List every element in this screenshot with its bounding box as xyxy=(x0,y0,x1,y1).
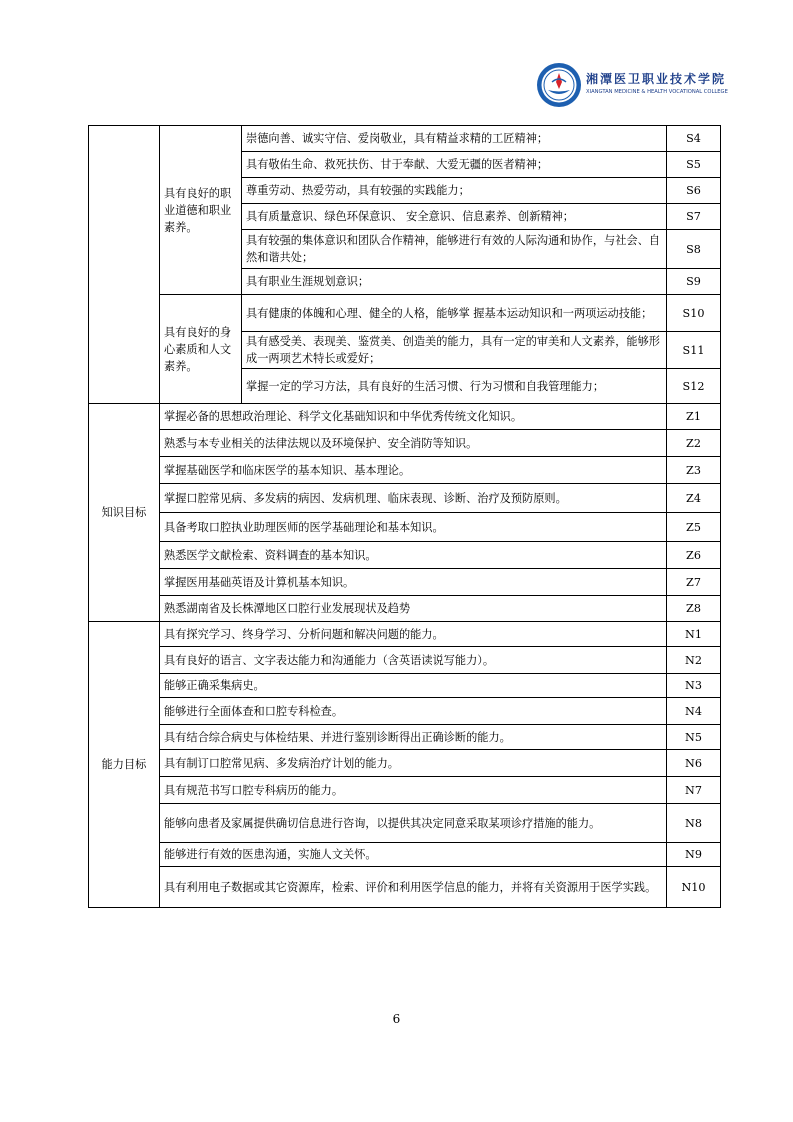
objective-code: Z8 xyxy=(667,596,721,622)
objective-code: S11 xyxy=(667,332,721,369)
objective-code: N1 xyxy=(667,622,721,647)
table-row xyxy=(89,674,721,698)
table-row xyxy=(89,295,721,332)
table-row xyxy=(89,404,721,430)
objective-text: 能够向患者及家属提供确切信息进行咨询，以提供其决定同意采取某项诊疗措施的能力。 xyxy=(160,804,667,843)
objective-text: 熟悉医学文献检索、资料调查的基本知识。 xyxy=(160,542,667,569)
objective-text: 具有感受美、表现美、鉴赏美、创造美的能力，具有一定的审美和人文素养，能够形成一两项艺术特长或爱好； xyxy=(242,332,667,369)
table-row xyxy=(89,647,721,674)
objective-text: 具有质量意识、绿色环保意识、 安全意识、信息素养、创新精神； xyxy=(242,204,667,230)
table-body xyxy=(89,126,721,908)
objective-text: 具有敬佑生命、救死扶伤、甘于奉献、大爱无疆的医者精神； xyxy=(242,152,667,178)
quality-subgroup-label: 具有良好的身心素质和人文素养。 xyxy=(160,295,242,404)
objective-text: 具有利用电子数据或其它资源库，检索、评价和利用医学信息的能力，并将有关资源用于医学实践。 xyxy=(160,867,667,908)
objective-text: 具有职业生涯规划意识； xyxy=(242,269,667,295)
objective-code: Z4 xyxy=(667,484,721,513)
objective-text: 具有良好的语言、文字表达能力和沟通能力（含英语读说写能力）。 xyxy=(160,647,667,674)
objective-text: 能够进行全面体查和口腔专科检查。 xyxy=(160,698,667,725)
table-row xyxy=(89,596,721,622)
objective-code: S5 xyxy=(667,152,721,178)
table-row xyxy=(89,777,721,804)
ability-category-label: 能力目标 xyxy=(89,622,160,908)
school-name: 湘潭医卫职业技术学院 xyxy=(586,72,727,86)
objective-text: 熟悉湖南省及长株潭地区口腔行业发展现状及趋势 xyxy=(160,596,667,622)
objective-text: 掌握基础医学和临床医学的基本知识、基本理论。 xyxy=(160,457,667,484)
page-number: 6 xyxy=(392,1012,401,1026)
table-row xyxy=(89,725,721,750)
table-row xyxy=(89,126,721,152)
objective-text: 具有制订口腔常见病、多发病治疗计划的能力。 xyxy=(160,750,667,777)
table-row xyxy=(89,750,721,777)
school-logo xyxy=(536,62,736,110)
table-row xyxy=(89,622,721,647)
objective-code: S12 xyxy=(667,369,721,404)
objective-text: 熟悉与本专业相关的法律法规以及环境保护、安全消防等知识。 xyxy=(160,430,667,457)
objective-code: Z6 xyxy=(667,542,721,569)
table-row xyxy=(89,457,721,484)
objective-text: 掌握医用基础英语及计算机基本知识。 xyxy=(160,569,667,596)
quality-subgroup-label: 具有良好的职业道德和职业素养。 xyxy=(160,126,242,295)
knowledge-category-label: 知识目标 xyxy=(89,404,160,622)
training-objectives-table xyxy=(88,125,721,908)
objective-code: S6 xyxy=(667,178,721,204)
objective-code: S7 xyxy=(667,204,721,230)
table-row xyxy=(89,843,721,867)
objective-code: S4 xyxy=(667,126,721,152)
table-row xyxy=(89,804,721,843)
objective-code: N2 xyxy=(667,647,721,674)
objective-text: 具有较强的集体意识和团队合作精神，能够进行有效的人际沟通和协作，与社会、自然和谐共处； xyxy=(242,230,667,269)
objective-text: 具有健康的体魄和心理、健全的人格，能够掌 握基本运动知识和一两项运动技能； xyxy=(242,295,667,332)
objective-code: N3 xyxy=(667,674,721,698)
table-row xyxy=(89,698,721,725)
objective-code: N5 xyxy=(667,725,721,750)
objective-text: 掌握一定的学习方法，具有良好的生活习惯、行为习惯和自我管理能力； xyxy=(242,369,667,404)
objective-code: S10 xyxy=(667,295,721,332)
objective-code: Z7 xyxy=(667,569,721,596)
objective-text: 具有结合综合病史与体检结果、并进行鉴别诊断得出正确诊断的能力。 xyxy=(160,725,667,750)
table-row xyxy=(89,484,721,513)
table-row xyxy=(89,569,721,596)
objective-code: S9 xyxy=(667,269,721,295)
objective-code: Z2 xyxy=(667,430,721,457)
objective-text: 崇德向善、诚实守信、爱岗敬业，具有精益求精的工匠精神； xyxy=(242,126,667,152)
objective-text: 掌握必备的思想政治理论、科学文化基础知识和中华优秀传统文化知识。 xyxy=(160,404,667,430)
objective-code: N7 xyxy=(667,777,721,804)
objective-text: 能够进行有效的医患沟通，实施人文关怀。 xyxy=(160,843,667,867)
school-seal-icon xyxy=(536,62,582,108)
objective-text: 能够正确采集病史。 xyxy=(160,674,667,698)
table-row xyxy=(89,430,721,457)
objective-code: N9 xyxy=(667,843,721,867)
objective-text: 尊重劳动、热爱劳动，具有较强的实践能力； xyxy=(242,178,667,204)
table-row xyxy=(89,867,721,908)
objective-text: 具备考取口腔执业助理医师的医学基础理论和基本知识。 xyxy=(160,513,667,542)
school-name-en: XIANGTAN MEDICINE & HEALTH VOCATIONAL COLLEGE xyxy=(586,89,728,95)
quality-category-cell xyxy=(89,126,160,404)
table-row xyxy=(89,513,721,542)
objective-code: N4 xyxy=(667,698,721,725)
objective-code: N8 xyxy=(667,804,721,843)
objective-code: Z3 xyxy=(667,457,721,484)
objective-code: S8 xyxy=(667,230,721,269)
objective-code: Z1 xyxy=(667,404,721,430)
objective-code: N10 xyxy=(667,867,721,908)
table-row xyxy=(89,542,721,569)
objective-code: Z5 xyxy=(667,513,721,542)
objective-text: 具有规范书写口腔专科病历的能力。 xyxy=(160,777,667,804)
objective-text: 具有探究学习、终身学习、分析问题和解决问题的能力。 xyxy=(160,622,667,647)
objective-code: N6 xyxy=(667,750,721,777)
objective-text: 掌握口腔常见病、多发病的病因、发病机理、临床表现、诊断、治疗及预防原则。 xyxy=(160,484,667,513)
